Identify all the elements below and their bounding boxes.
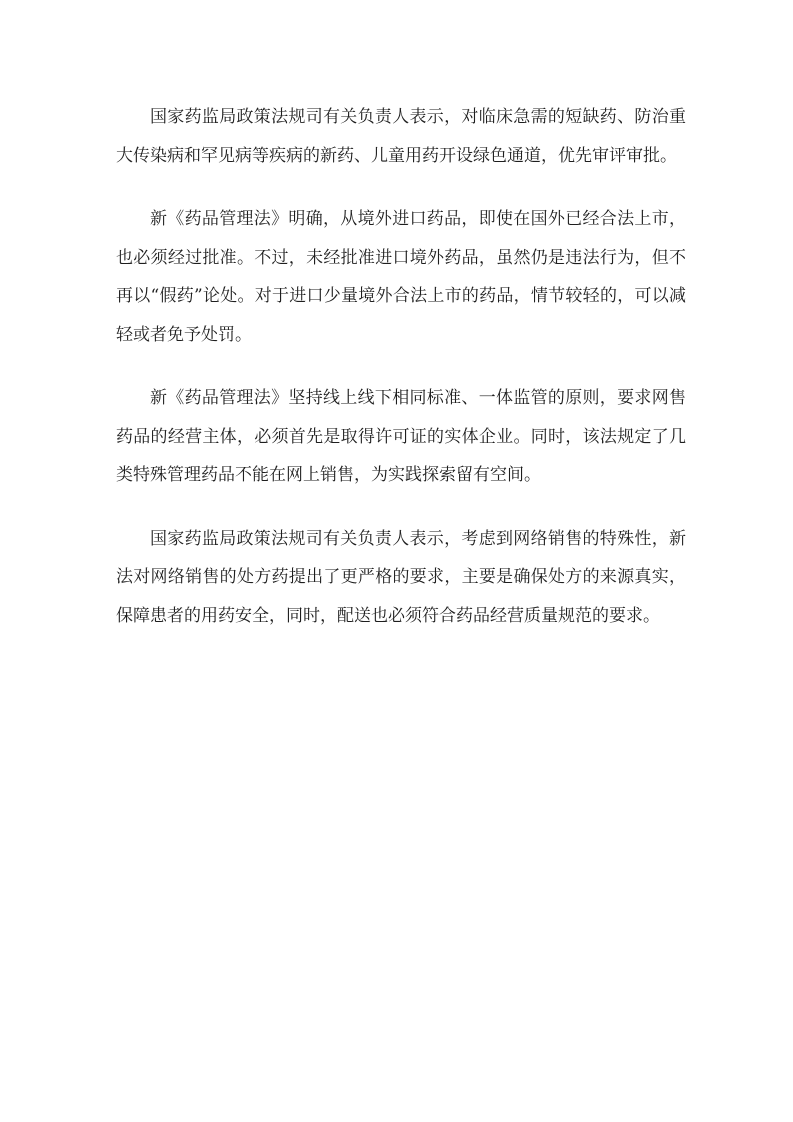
paragraph-2: 新《药品管理法》明确，从境外进口药品，即使在国外已经合法上市，也必须经过批准。不过，未经批准进口境外药品，虽然仍是违法行为，但不再以“假药”论处。对于进口少量境外合法上市的药品，情节较轻的，可以减轻或者免予处罚。 <box>116 209 686 345</box>
paragraph-spacer <box>116 354 686 379</box>
document-body <box>116 98 686 635</box>
paragraph-spacer <box>116 495 686 520</box>
paragraph-1: 国家药监局政策法规司有关负责人表示，对临床急需的短缺药、防治重大传染病和罕见病等疾病的新药、儿童用药开设绿色通道，优先审评审批。 <box>116 107 686 166</box>
paragraph-spacer <box>116 175 686 200</box>
paragraph-4: 国家药监局政策法规司有关负责人表示，考虑到网络销售的特殊性，新法对网络销售的处方药提出了更严格的要求，主要是确保处方的来源真实，保障患者的用药安全，同时，配送也必须符合药品经营质量规范的要求。 <box>116 528 686 626</box>
paragraph-3: 新《药品管理法》坚持线上线下相同标准、一体监管的原则，要求网售药品的经营主体，必须首先是取得许可证的实体企业。同时，该法规定了几类特殊管理药品不能在网上销售，为实践探索留有空间。 <box>116 388 686 485</box>
